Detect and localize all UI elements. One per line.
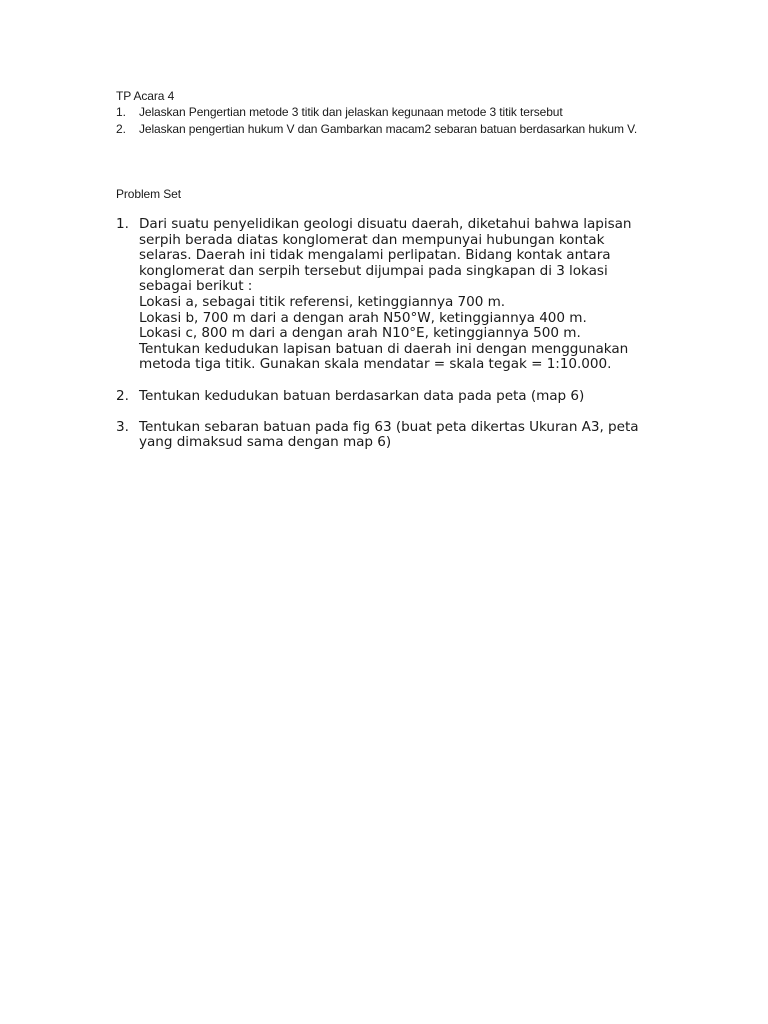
problem-line: sebagai berikut : [139,278,253,295]
problem-line: Tentukan sebaran batuan pada fig 63 (buat peta dikertas Ukuran A3, peta [139,418,639,435]
problem-line: Lokasi c, 800 m dari a dengan arah N10°E, ketinggiannya 500 m. [139,325,581,342]
list-number: 2. [116,387,129,404]
tp-item-text: Jelaskan Pengertian metode 3 titik dan jelaskan kegunaan metode 3 titik tersebut [139,105,563,119]
list-number: 1. [116,105,126,119]
problem-set-title: Problem Set [116,187,181,201]
problem-line: konglomerat dan serpih tersebut dijumpai pada singkapan di 3 lokasi [139,262,608,279]
problem-item-2 [116,389,676,405]
tp-title: TP Acara 4 [116,89,175,103]
problem-line: selaras. Daerah ini tidak mengalami perlipatan. Bidang kontak antara [139,247,611,264]
problem-item-3 [116,420,676,451]
tp-item-text: Jelaskan pengertian hukum V dan Gambarkan macam2 sebaran batuan berdasarkan hukum V. [139,122,638,136]
problem-line: Lokasi b, 700 m dari a dengan arah N50°W, ketinggiannya 400 m. [139,309,587,326]
tp-item-2 [116,121,676,137]
problem-line: Tentukan kedudukan lapisan batuan di daerah ini dengan menggunakan [139,340,629,357]
list-number: 3. [116,418,129,435]
problem-line: metoda tiga titik. Gunakan skala mendatar = skala tegak = 1:10.000. [139,356,612,373]
problem-line: serpih berada diatas konglomerat dan mempunyai hubungan kontak [139,231,605,248]
tp-item-1 [116,104,676,120]
problem-line: Tentukan kedudukan batuan berdasarkan data pada peta (map 6) [139,387,585,404]
problem-set-list [116,217,676,467]
problem-line: Dari suatu penyelidikan geologi disuatu daerah, diketahui bahwa lapisan [139,216,632,232]
list-number: 1. [116,216,129,232]
tp-question-list [116,104,676,138]
problem-line: yang dimaksud sama dengan map 6) [139,434,392,451]
problem-item-1 [116,217,676,373]
list-number: 2. [116,122,126,136]
problem-line: Lokasi a, sebagai titik referensi, ketinggiannya 700 m. [139,293,506,310]
